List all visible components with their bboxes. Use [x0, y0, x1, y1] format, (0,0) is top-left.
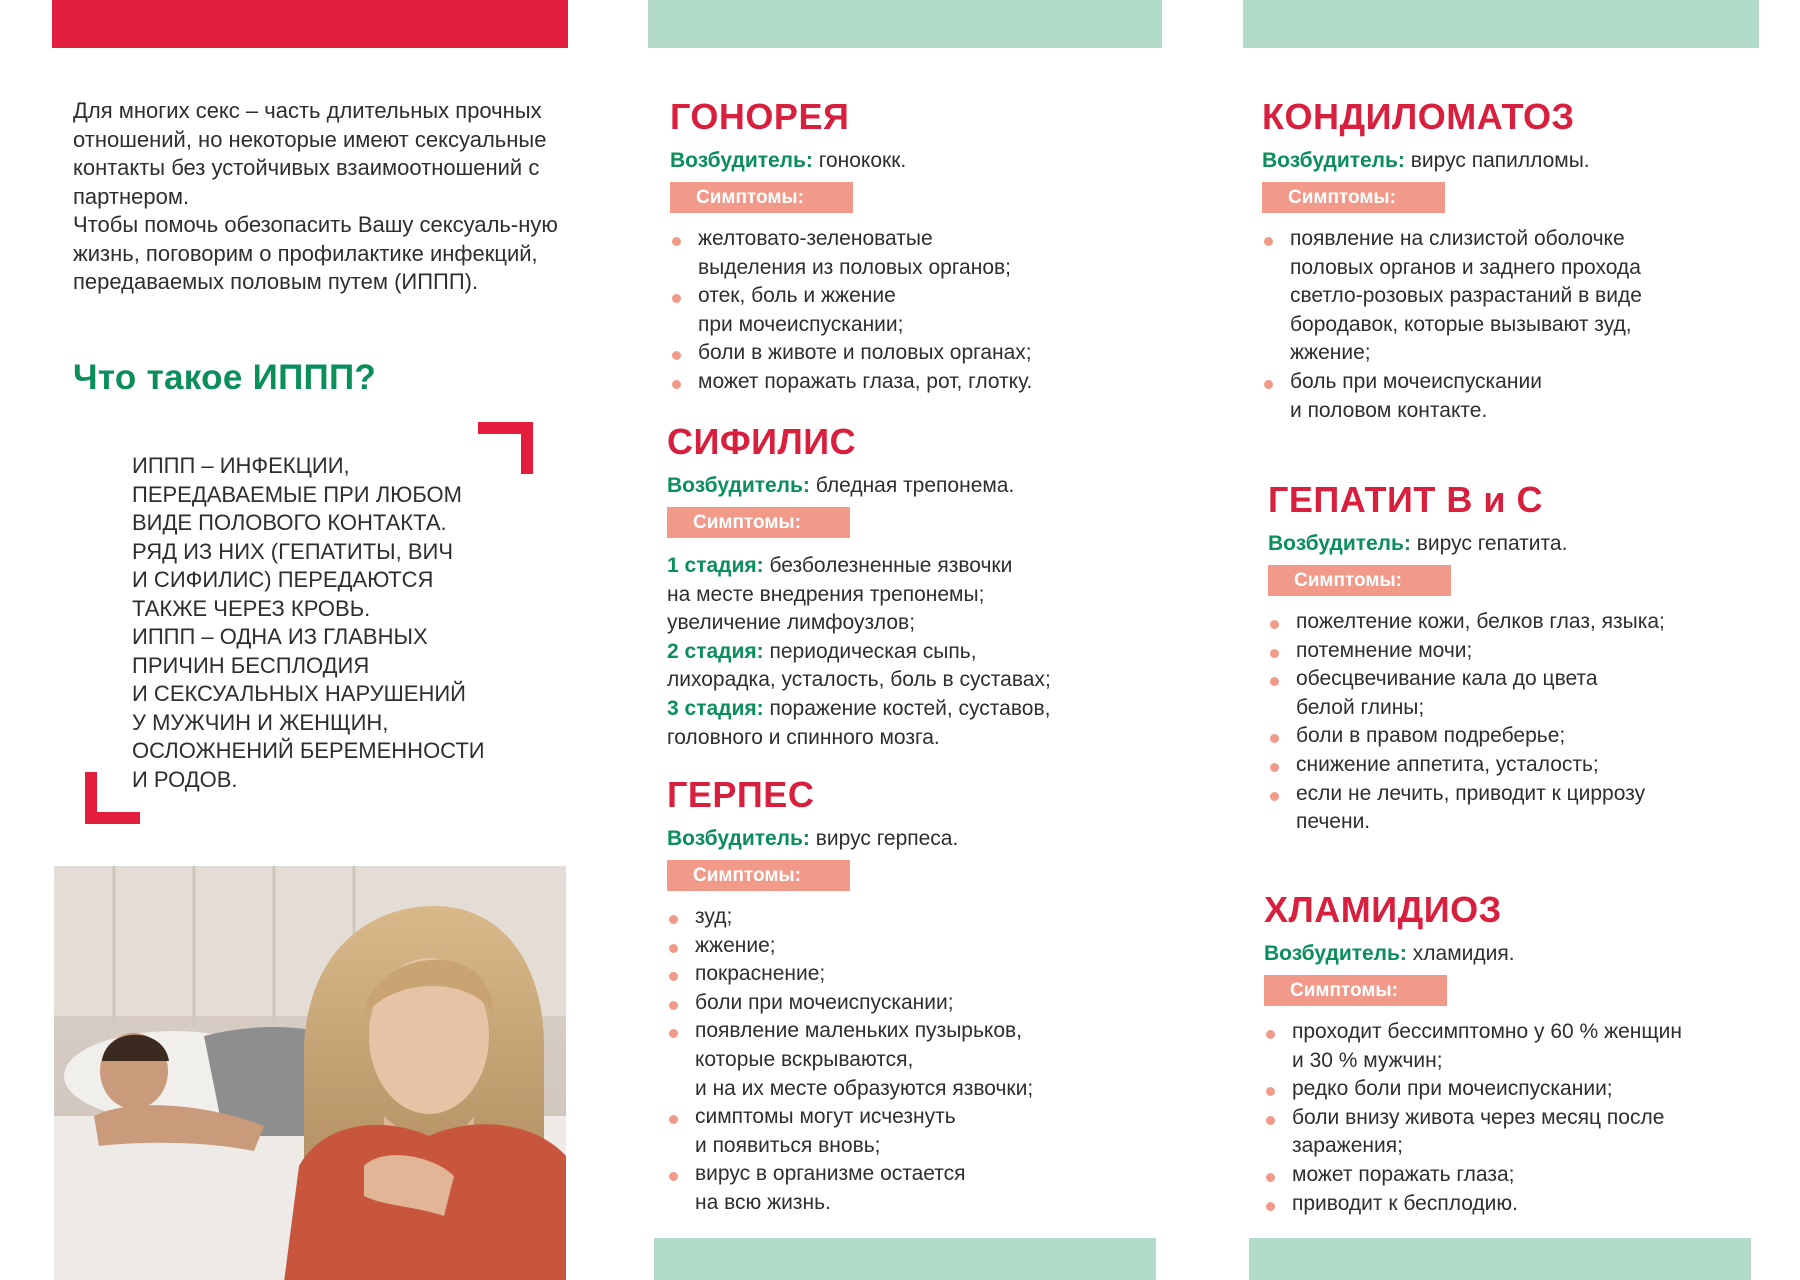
- top-mint-bar-middle: [648, 0, 1162, 48]
- list-item: жжение;: [667, 932, 1033, 961]
- stage-3: [667, 695, 1051, 752]
- hepatitis-agent: [1268, 532, 1665, 556]
- list-item: желтовато-зеленоватые выделения из половых органов;: [670, 225, 1032, 282]
- hepatitis-section: [1268, 478, 1665, 837]
- list-item: появление маленьких пузырьков, которые вскрываются, и на их месте образуются язвочки;: [667, 1017, 1033, 1103]
- syphilis-title: СИФИЛИС: [667, 421, 857, 462]
- symptoms-label: Симптомы:: [667, 507, 850, 538]
- stage-1: [667, 552, 1051, 638]
- condyloma-agent: [1262, 149, 1642, 173]
- syphilis-stages: [667, 552, 1051, 752]
- bottom-mint-bar-middle: [654, 1238, 1156, 1280]
- what-is-heading: Что такое ИППП?: [73, 358, 377, 397]
- symptoms-label: Симптомы:: [667, 860, 850, 891]
- stage-label: 2 стадия:: [667, 639, 764, 663]
- condyloma-title: КОНДИЛОМАТОЗ: [1262, 96, 1575, 137]
- list-item: проходит бессимптомно у 60 % женщин и 30 % мужчин;: [1264, 1018, 1682, 1075]
- list-item: появление на слизистой оболочке половых органов и заднего прохода светло-розовых разрастаний в виде бородавок, которые вызывают зуд, жжение;: [1262, 225, 1642, 368]
- list-item: может поражать глаза, рот, глотку.: [670, 368, 1032, 397]
- list-item: покраснение;: [667, 960, 1033, 989]
- list-item: боли внизу живота через месяц после заражения;: [1264, 1104, 1682, 1161]
- herpes-title: ГЕРПЕС: [667, 774, 815, 815]
- symptoms-label: Симптомы:: [1268, 565, 1451, 596]
- chlamydia-symptom-list: [1264, 1018, 1682, 1218]
- gonorrhea-section: [670, 95, 1032, 397]
- herpes-section: [667, 773, 1033, 1218]
- intro-paragraph-1: Для многих секс – часть длительных прочных отношений, но некоторые имеют сексуальные контакты без устойчивых взаимоотношений с партнером.: [73, 98, 547, 209]
- agent-label: Возбудитель:: [667, 474, 810, 497]
- corner-bracket-bottom-left: [85, 772, 140, 824]
- intro-text: [73, 97, 573, 297]
- stage-label: 3 стадия:: [667, 696, 764, 720]
- agent-label: Возбудитель:: [1264, 942, 1407, 965]
- list-item: зуд;: [667, 903, 1033, 932]
- agent-label: Возбудитель:: [670, 149, 813, 172]
- syphilis-agent-value: бледная трепонема.: [809, 474, 1015, 497]
- list-item: редко боли при мочеиспускании;: [1264, 1075, 1682, 1104]
- list-item: может поражать глаза;: [1264, 1161, 1682, 1190]
- top-red-bar: [52, 0, 568, 48]
- agent-label: Возбудитель:: [1268, 532, 1411, 555]
- list-item: вирус в организме остается на всю жизнь.: [667, 1160, 1033, 1217]
- list-item: снижение аппетита, усталость;: [1268, 751, 1665, 780]
- hepatitis-agent-value: вирус гепатита.: [1410, 532, 1568, 555]
- list-item: боль при мочеиспускании и половом контакте.: [1262, 368, 1642, 425]
- gonorrhea-agent-value: гонококк.: [812, 149, 907, 172]
- what-is-text: ИППП – ИНФЕКЦИИ, ПЕРЕДАВАЕМЫЕ ПРИ ЛЮБОМ ВИДЕ ПОЛОВОГО КОНТАКТА. РЯД ИЗ НИХ (ГЕПАТИТЫ, ВИЧ И СИФИЛИС) ПЕРЕДАЮТСЯ ТАКЖЕ ЧЕРЕЗ КРОВЬ. ИППП – ОДНА ИЗ ГЛАВНЫХ ПРИЧИН БЕСПЛОДИЯ И СЕКСУАЛЬНЫХ НАРУШЕНИЙ У МУЖЧИН И ЖЕНЩИН, ОСЛОЖНЕНИЙ БЕРЕМЕННОСТИ И РОДОВ.: [132, 453, 485, 792]
- herpes-agent: [667, 827, 1033, 851]
- syphilis-agent: [667, 474, 1051, 498]
- couple-photo: [54, 866, 566, 1280]
- agent-label: Возбудитель:: [667, 827, 810, 850]
- gonorrhea-title: ГОНОРЕЯ: [670, 96, 850, 137]
- stage-text: безболезненные язвочки на месте внедрения трепонемы; увеличение лимфоузлов;: [667, 554, 1013, 635]
- condyloma-symptom-list: [1262, 225, 1642, 425]
- list-item: боли в животе и половых органах;: [670, 339, 1032, 368]
- condyloma-section: [1262, 95, 1642, 425]
- list-item: пожелтение кожи, белков глаз, языка;: [1268, 608, 1665, 637]
- top-mint-bar-right: [1243, 0, 1759, 48]
- condyloma-agent-value: вирус папилломы.: [1404, 149, 1590, 172]
- list-item: боли в правом подреберье;: [1268, 722, 1665, 751]
- list-item: отек, боль и жжение при мочеиспускании;: [670, 282, 1032, 339]
- list-item: обесцвечивание кала до цвета белой глины;: [1268, 665, 1665, 722]
- chlamydia-section: [1264, 888, 1682, 1218]
- list-item: симптомы могут исчезнуть и появиться вновь;: [667, 1103, 1033, 1160]
- stage-text: поражение костей, суставов, головного и спинного мозга.: [667, 696, 1051, 749]
- stage-2: [667, 638, 1051, 695]
- list-item: боли при мочеиспускании;: [667, 989, 1033, 1018]
- list-item: потемнение мочи;: [1268, 637, 1665, 666]
- symptoms-label: Симптомы:: [670, 182, 853, 213]
- syphilis-section: [667, 420, 1051, 752]
- herpes-agent-value: вирус герпеса.: [809, 827, 959, 850]
- chlamydia-agent: [1264, 942, 1682, 966]
- chlamydia-title: ХЛАМИДИОЗ: [1264, 889, 1502, 930]
- bottom-mint-bar-right: [1249, 1238, 1751, 1280]
- gonorrhea-agent: [670, 149, 1032, 173]
- hepatitis-title: ГЕПАТИТ В и С: [1268, 479, 1543, 520]
- stage-text: периодическая сыпь, лихорадка, усталость, боль в суставах;: [667, 639, 1051, 692]
- chlamydia-agent-value: хламидия.: [1406, 942, 1515, 965]
- symptoms-label: Симптомы:: [1262, 182, 1445, 213]
- gonorrhea-symptom-list: [670, 225, 1032, 397]
- symptoms-label: Симптомы:: [1264, 975, 1447, 1006]
- stage-label: 1 стадия:: [667, 554, 764, 577]
- agent-label: Возбудитель:: [1262, 149, 1405, 172]
- intro-paragraph-2: Чтобы помочь обезопасить Вашу сексуаль-ную жизнь, поговорим о профилактике инфекций, передаваемых половым путем (ИППП).: [73, 212, 558, 294]
- list-item: если не лечить, приводит к циррозу печени.: [1268, 780, 1665, 837]
- herpes-symptom-list: [667, 903, 1033, 1218]
- list-item: приводит к бесплодию.: [1264, 1190, 1682, 1219]
- hepatitis-symptom-list: [1268, 608, 1665, 837]
